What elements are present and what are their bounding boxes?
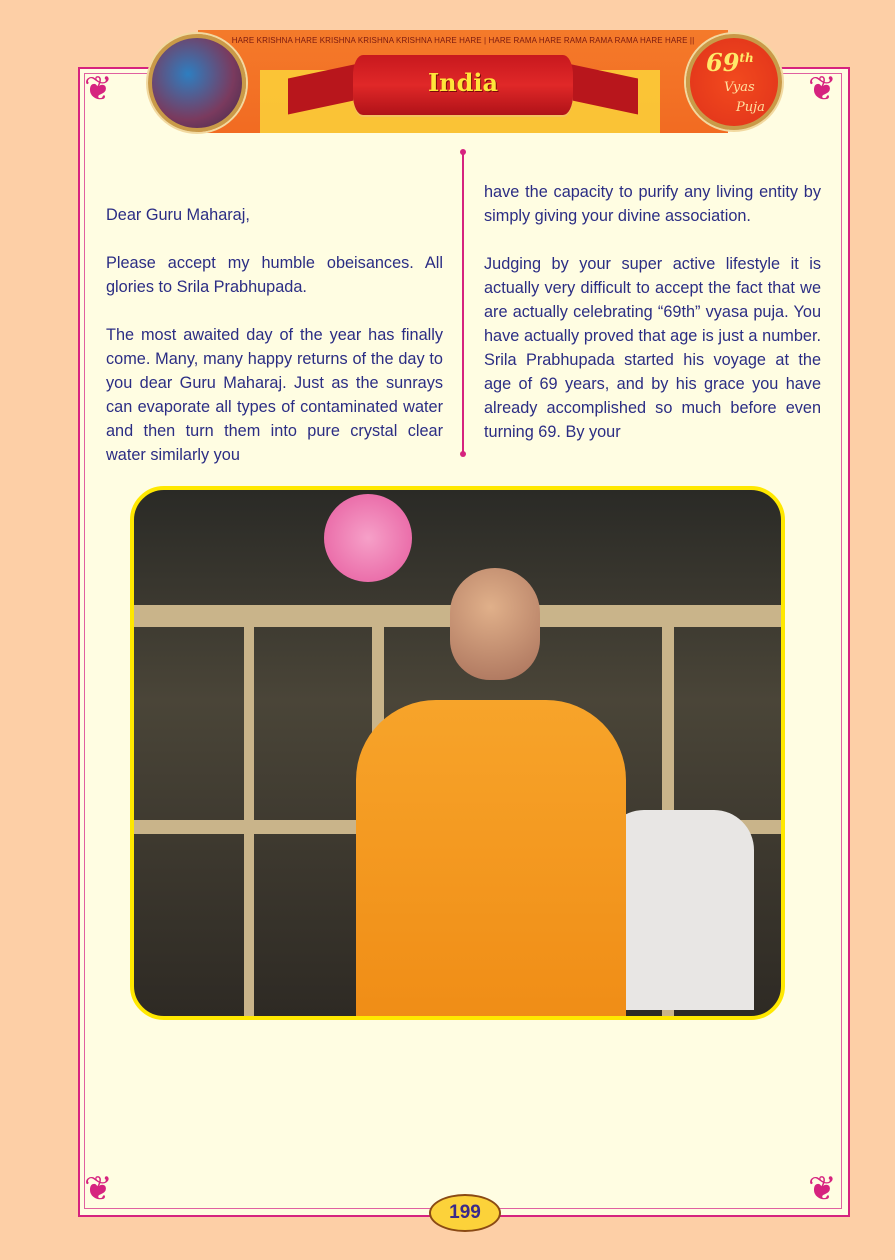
corner-ornament-icon: ❦ xyxy=(808,1170,837,1208)
paragraph: Dear Guru Maharaj, xyxy=(106,206,250,224)
vyas-puja-badge xyxy=(686,34,782,130)
badge-number: 69 xyxy=(706,48,740,77)
monk-head xyxy=(450,568,540,680)
paragraph: Please accept my humble obeisances. All glories to Srila Prabhupada. xyxy=(106,254,443,296)
deity-medallion-image xyxy=(148,34,246,132)
letter-column-left xyxy=(106,203,443,491)
mantra-text: HARE KRISHNA HARE KRISHNA KRISHNA KRISHNA HARE HARE | HARE RAMA HARE RAMA RAMA RAMA HARE HARE || xyxy=(231,36,695,45)
column-divider xyxy=(462,152,464,454)
paper-lantern xyxy=(324,494,412,582)
paragraph: have the capacity to purify any living entity by simply giving your divine association. xyxy=(484,183,821,225)
badge-suffix: th xyxy=(739,51,754,65)
corner-ornament-icon: ❦ xyxy=(84,1170,113,1208)
header-banner xyxy=(198,30,728,133)
guru-photo xyxy=(130,486,785,1020)
letter-column-right xyxy=(484,180,821,468)
badge-line2: Puja xyxy=(736,100,765,115)
paragraph: The most awaited day of the year has finally come. Many, many happy returns of the day to you dear Guru Maharaj. Just as the sunrays can evaporate all types of contaminated water and then turn them into pure crystal clear water similarly you xyxy=(106,326,443,464)
page-title: India xyxy=(427,68,499,97)
corner-ornament-icon: ❦ xyxy=(808,70,837,108)
paragraph: Judging by your super active lifestyle it is actually very difficult to accept the fact that we are actually celebrating “69th” vyasa puja. You have actually proved that age is just a number. Srila Prabhupada started his voyage at the age of 69 years, and by his grace you have already accomplished so much before even turning 69. By your xyxy=(484,255,821,441)
corner-ornament-icon: ❦ xyxy=(84,70,113,108)
monk-figure xyxy=(356,700,626,1020)
title-ribbon xyxy=(353,55,573,115)
page-number: 199 xyxy=(429,1194,501,1232)
badge-line1: Vyas xyxy=(724,80,755,95)
